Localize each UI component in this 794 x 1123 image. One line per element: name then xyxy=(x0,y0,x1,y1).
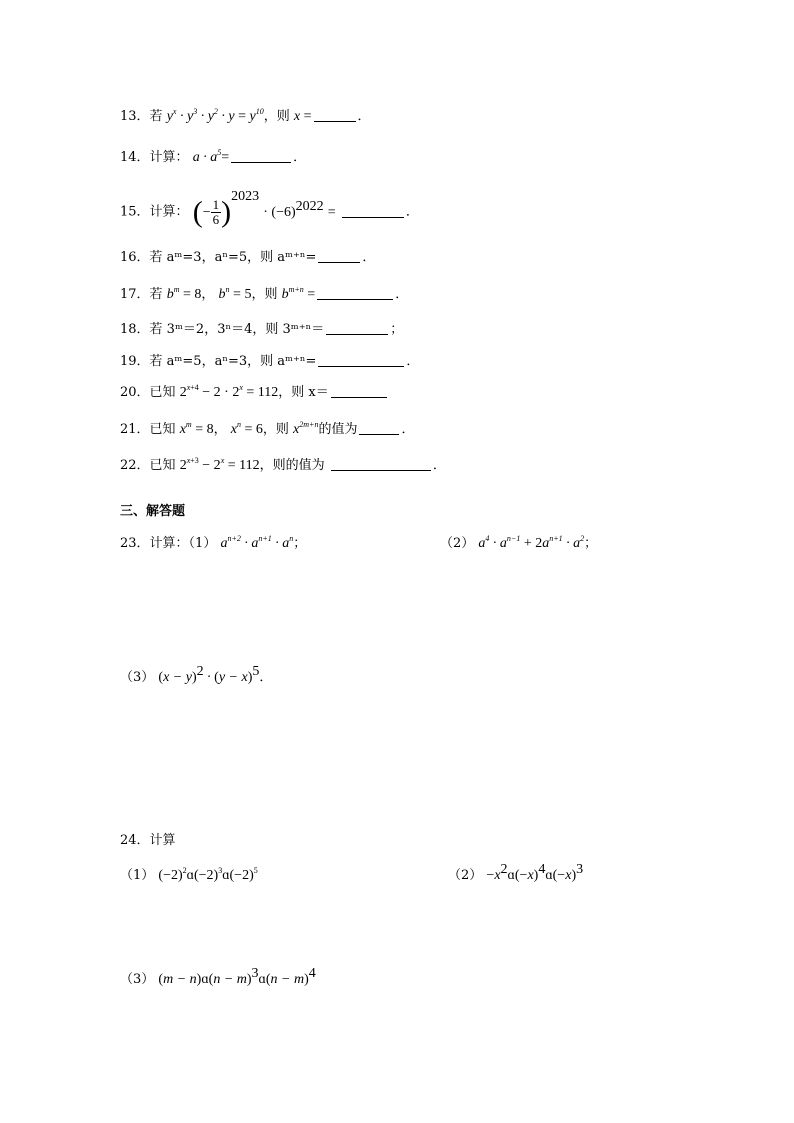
question-text: （2） xyxy=(448,868,483,883)
question-17 xyxy=(120,285,408,305)
math-variable: x = xyxy=(293,109,312,124)
answer-blank[interactable] xyxy=(318,249,360,263)
question-23-part-2 xyxy=(440,534,597,554)
question-text: 的值为 xyxy=(285,458,325,473)
punctuation: ； xyxy=(390,322,404,337)
question-text: 计算： xyxy=(149,150,189,165)
fraction: $\frac{1}{6}$ xyxy=(212,196,220,227)
question-number: 14． xyxy=(120,150,150,165)
question-number: 20． xyxy=(120,385,150,400)
question-20 xyxy=(120,383,389,403)
question-16 xyxy=(120,248,375,268)
question-text: 若 xyxy=(149,287,163,302)
punctuation: ； xyxy=(584,536,598,551)
punctuation: ． xyxy=(357,109,371,124)
punctuation: ． xyxy=(432,458,446,473)
question-24-part-2 xyxy=(448,862,584,886)
question-number: 18． xyxy=(120,322,150,337)
punctuation: ． xyxy=(405,204,419,220)
question-number: 16． xyxy=(120,250,150,265)
math-expression: (m − n)ɑ(n − m)$^3$ɑ(n − m)$^4$ xyxy=(158,966,316,987)
question-number: 22． xyxy=(120,458,150,473)
question-text: ， xyxy=(201,287,215,302)
math-expression: $a^{n+2} \cdot a^{n+1} \cdot a^n$ xyxy=(220,534,294,551)
punctuation: ． xyxy=(401,422,415,437)
math-expression: $-x^2ɑ(-x)^4ɑ(-x)^3$ xyxy=(486,862,584,883)
question-22 xyxy=(120,456,446,476)
question-number: 17． xyxy=(120,287,150,302)
question-text: （3） xyxy=(120,972,155,987)
math-expression: (− $\frac{1}{6}$ )$^{2023} \cdot (-6)^{2022}$ = xyxy=(192,188,336,228)
question-number: 21． xyxy=(120,422,150,437)
answer-blank[interactable] xyxy=(317,286,393,300)
punctuation: ； xyxy=(293,536,307,551)
question-text: ，则 xyxy=(259,458,286,473)
question-text: ，则 xyxy=(263,109,290,124)
question-23-part-3 xyxy=(120,664,273,688)
answer-blank[interactable] xyxy=(318,353,404,367)
math-expression: $b^n = 5$ xyxy=(218,285,252,302)
question-24: 24．计算 xyxy=(120,833,176,848)
answer-blank[interactable] xyxy=(231,149,291,163)
answer-blank[interactable] xyxy=(314,108,356,122)
question-number: 15． xyxy=(120,204,150,220)
math-expression: $(-2)^2ɑ(-2)^3ɑ(-2)^5$ xyxy=(158,866,258,883)
punctuation: ． xyxy=(362,250,376,265)
question-text: 若 3ᵐ＝2，3ⁿ＝4，则 3ᵐ⁺ⁿ＝ xyxy=(149,322,325,337)
question-15 xyxy=(120,188,419,232)
math-expression: $y^x \cdot y^3 \cdot y^2 \cdot y = y^{10}$ xyxy=(166,107,264,124)
question-19 xyxy=(120,352,419,372)
answer-blank[interactable] xyxy=(326,321,388,335)
question-13 xyxy=(120,107,371,127)
answer-blank[interactable] xyxy=(342,204,404,218)
punctuation: ． xyxy=(395,287,409,302)
section-heading: 三、解答题 xyxy=(120,504,186,519)
question-number: 13． xyxy=(120,109,150,124)
question-text: ，则 xyxy=(251,287,278,302)
question-18 xyxy=(120,320,403,340)
question-text: ，则 x＝ xyxy=(278,385,329,400)
question-text: 的值为 xyxy=(318,422,358,437)
math-expression: $(x - y)^2 \cdot (y - x)^5$ xyxy=(158,664,260,685)
answer-blank[interactable] xyxy=(331,457,431,471)
question-text: 23．计算：（1） xyxy=(120,536,217,551)
question-text: 已知 xyxy=(149,385,176,400)
question-text: ，则 xyxy=(262,422,289,437)
math-expression: $a \cdot a^5$ xyxy=(192,148,222,165)
question-text: 若 aᵐ=3，aⁿ=5，则 aᵐ⁺ⁿ= xyxy=(149,250,317,265)
question-text: ， xyxy=(213,422,227,437)
question-number: 19． xyxy=(120,354,150,369)
math-expression: $2^{x+3} - 2^x = 112$ xyxy=(179,456,260,473)
math-expression: $2^{x+4} - 2 \cdot 2^x = 112$ xyxy=(179,383,279,400)
answer-blank[interactable] xyxy=(331,384,387,398)
math-expression: $b^m = 8$ xyxy=(166,285,202,302)
question-14: 14．计算： $a \cdot a^5=$ ． xyxy=(120,148,307,165)
punctuation: ． xyxy=(293,150,307,165)
question-text: （1） xyxy=(120,868,155,883)
question-text: 已知 xyxy=(149,422,176,437)
question-text: （2） xyxy=(440,536,475,551)
math-expression: $b^{m+n}$ = xyxy=(281,285,316,302)
math-expression: $x^{2m+n}$ xyxy=(293,420,319,437)
question-24-part-1 xyxy=(120,866,258,886)
math-expression: $x^m = 8$ xyxy=(179,420,214,437)
question-24-part-3 xyxy=(120,966,316,990)
question-text: 若 xyxy=(149,109,163,124)
math-expression: $a^4 \cdot a^{n-1} + 2a^{n+1} \cdot a^2$ xyxy=(478,534,585,551)
question-21 xyxy=(120,420,414,440)
math-expression: $x^n = 6$ xyxy=(230,420,263,437)
punctuation: ． xyxy=(406,354,420,369)
punctuation: ． xyxy=(259,670,273,685)
question-text: （3） xyxy=(120,670,155,685)
question-23 xyxy=(120,534,306,554)
answer-blank[interactable] xyxy=(359,421,399,435)
question-text: 若 aᵐ=5，aⁿ=3，则 aᵐ⁺ⁿ= xyxy=(149,354,317,369)
question-text: 已知 xyxy=(149,458,176,473)
question-text: 计算： xyxy=(149,204,189,220)
